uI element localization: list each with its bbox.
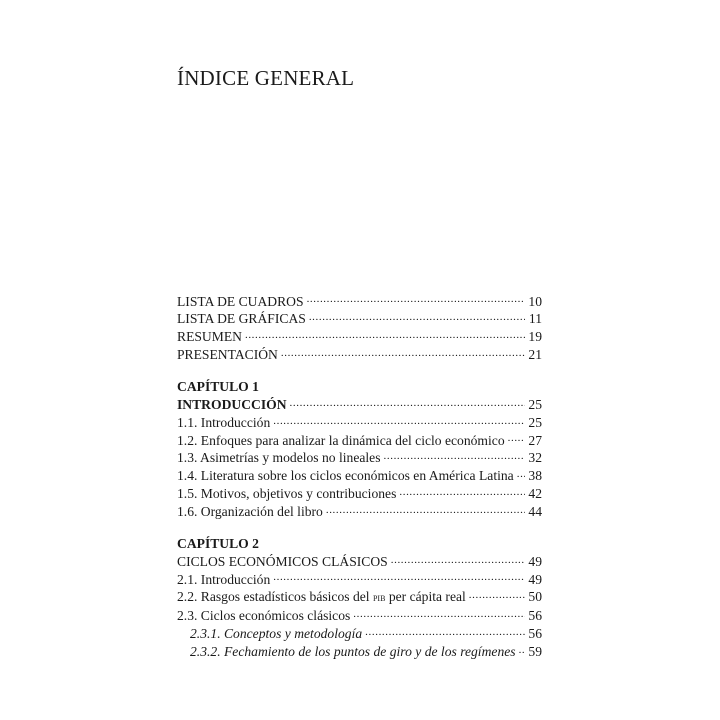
toc-entry-label-post: per cápita real — [385, 589, 466, 605]
toc-entry-lista-de-cuadros[interactable] — [177, 292, 542, 310]
dot-leader — [508, 431, 525, 445]
toc-entry-2-3[interactable] — [177, 607, 542, 625]
dot-leader — [517, 467, 525, 481]
toc-entry-2-1[interactable] — [177, 570, 542, 588]
chapter-1-group — [177, 379, 542, 520]
toc-entry-label: RESUMEN — [177, 329, 242, 345]
toc-entry-label — [177, 589, 466, 606]
toc-entry-label: 1.4. Literatura sobre los ciclos económicos en América Latina — [177, 468, 514, 484]
dot-leader — [353, 607, 525, 621]
toc-page-number: 50 — [528, 589, 542, 605]
chapter-label — [177, 536, 542, 552]
dot-leader — [309, 310, 525, 324]
toc-page-number: 19 — [528, 329, 542, 345]
toc-page-number: 44 — [528, 503, 542, 519]
toc-entry-label: 1.2. Enfoques para analizar la dinámica del ciclo económico — [177, 432, 505, 448]
dot-leader — [281, 345, 525, 359]
chapter-title: INTRODUCCIÓN — [177, 396, 287, 412]
toc-entry-label: 1.5. Motivos, objetivos y contribuciones — [177, 485, 397, 501]
toc-entry-1-2[interactable] — [177, 431, 542, 449]
dot-leader — [399, 484, 525, 498]
dot-leader — [290, 395, 525, 409]
dot-leader — [365, 624, 525, 638]
toc-page-number: 27 — [528, 432, 542, 448]
toc-entry-label: 2.3.1. Conceptos y metodología — [190, 625, 363, 641]
toc-entry-label: 2.3.2. Fechamiento de los puntos de giro y de los regímenes — [190, 643, 516, 659]
toc-entry-label: 1.1. Introducción — [177, 414, 271, 430]
toc-entry-1-1[interactable] — [177, 413, 542, 431]
toc-entry-label: 1.6. Organización del libro — [177, 503, 323, 519]
toc-entry-presentacion[interactable] — [177, 345, 542, 363]
toc-entry-chapter-1-title[interactable] — [177, 395, 542, 413]
toc-page-number: 11 — [528, 311, 542, 327]
chapter-title: CICLOS ECONÓMICOS CLÁSICOS — [177, 553, 388, 569]
toc-entry-1-3[interactable] — [177, 449, 542, 467]
chapter-2-group — [177, 536, 542, 660]
chapter-number: CAPÍTULO 2 — [177, 535, 259, 551]
toc-entry-2-3-1[interactable] — [177, 624, 542, 642]
toc-page-number: 49 — [528, 571, 542, 587]
toc-entry-lista-de-graficas[interactable] — [177, 310, 542, 328]
toc-entry-chapter-2-title[interactable] — [177, 552, 542, 570]
dot-leader — [469, 588, 525, 602]
toc-entry-label: 1.3. Asimetrías y modelos no lineales — [177, 450, 381, 466]
dot-leader — [384, 449, 525, 463]
toc-page-number: 42 — [528, 485, 542, 501]
toc-entry-label: LISTA DE GRÁFICAS — [177, 311, 306, 327]
dot-leader — [326, 502, 525, 516]
dot-leader — [273, 570, 525, 584]
toc-entry-label: LISTA DE CUADROS — [177, 293, 304, 309]
chapter-label — [177, 379, 542, 395]
toc-entry-2-3-2[interactable] — [177, 642, 542, 660]
toc-entry-1-5[interactable] — [177, 484, 542, 502]
toc-page-number: 49 — [528, 553, 542, 569]
toc-page-number: 38 — [528, 468, 542, 484]
toc-page-number: 32 — [528, 450, 542, 466]
toc-page-number: 56 — [528, 608, 542, 624]
dot-leader — [391, 552, 525, 566]
toc-page-number: 25 — [528, 414, 542, 430]
toc-entry-2-2[interactable] — [177, 588, 542, 607]
dot-leader — [519, 642, 525, 656]
toc-entry-1-4[interactable] — [177, 467, 542, 485]
toc-entry-label: PRESENTACIÓN — [177, 346, 278, 362]
chapter-number: CAPÍTULO 1 — [177, 379, 259, 395]
table-of-contents — [177, 292, 542, 676]
toc-entry-1-6[interactable] — [177, 502, 542, 520]
dot-leader — [307, 292, 525, 306]
toc-page-number: 59 — [528, 643, 542, 659]
dot-leader — [245, 328, 525, 342]
toc-page-number: 10 — [528, 293, 542, 309]
toc-entry-label-pre: 2.2. Rasgos estadísticos básicos del — [177, 589, 373, 605]
front-matter-group — [177, 292, 542, 363]
toc-entry-label: 2.1. Introducción — [177, 571, 271, 587]
toc-page-number: 25 — [528, 396, 542, 412]
page-title: ÍNDICE GENERAL — [177, 66, 355, 90]
toc-page-number: 56 — [528, 625, 542, 641]
toc-entry-resumen[interactable] — [177, 328, 542, 346]
pib-abbreviation: pib — [372, 591, 386, 605]
toc-page-number: 21 — [528, 346, 542, 362]
dot-leader — [273, 413, 525, 427]
toc-entry-label: 2.3. Ciclos económicos clásicos — [177, 608, 351, 624]
